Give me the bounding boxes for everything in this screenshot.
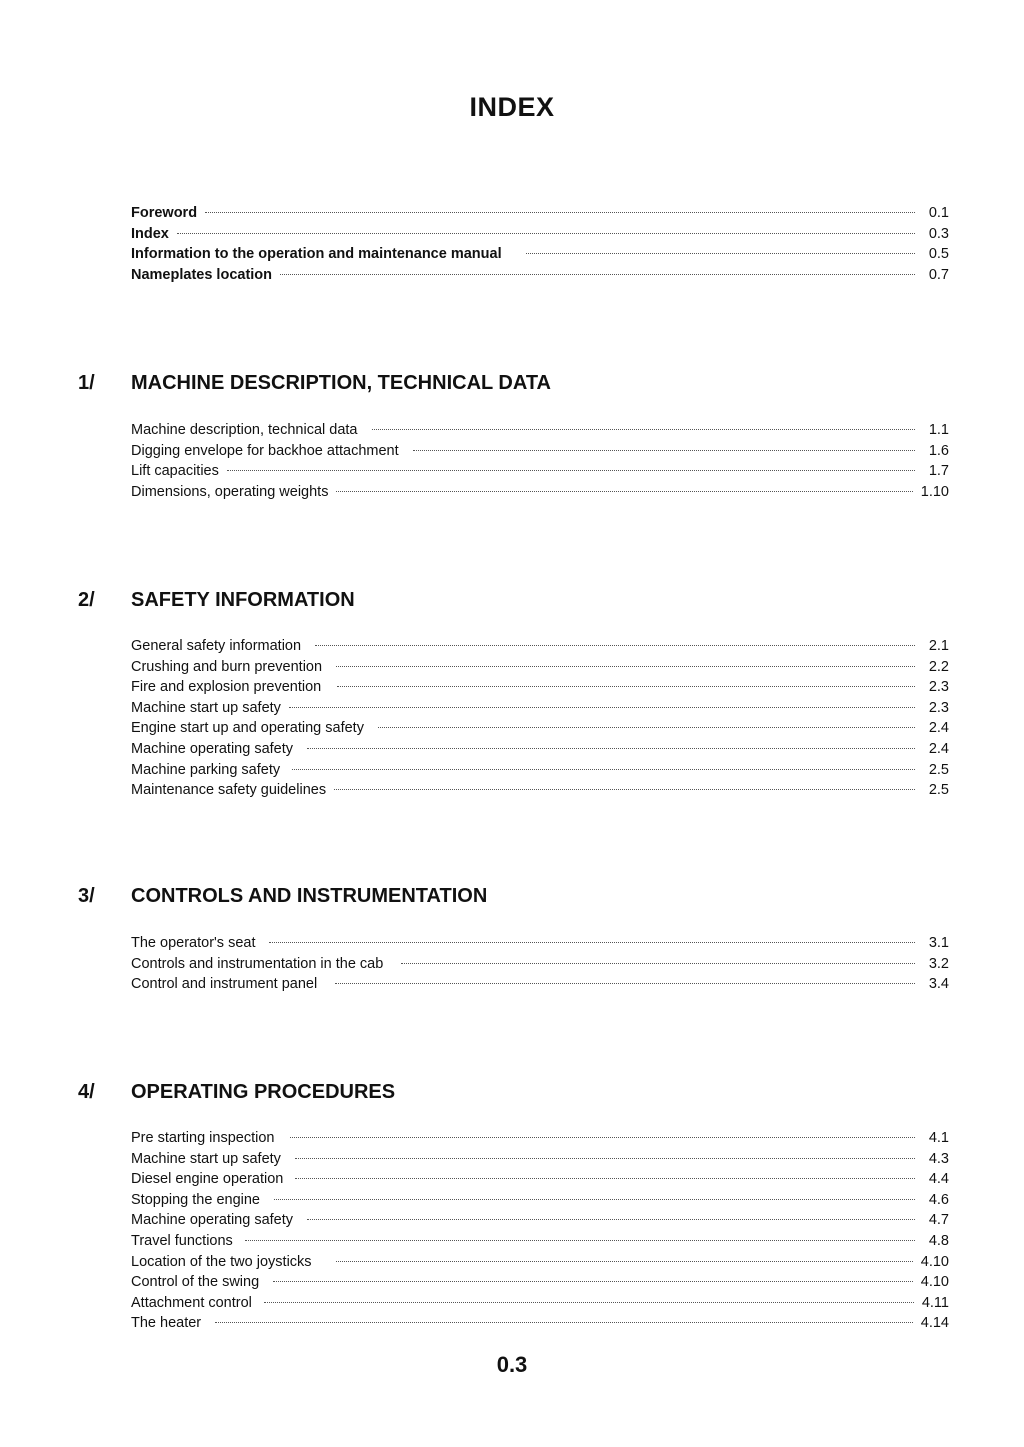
- toc-entry-label: General safety information: [131, 638, 302, 654]
- section-number: 2/: [78, 589, 95, 611]
- toc-entry-page: 2.4: [928, 720, 949, 737]
- toc-entry: [131, 698, 949, 719]
- dot-leader: [245, 1240, 915, 1241]
- section-number: 3/: [78, 885, 95, 907]
- dot-leader: [264, 1302, 914, 1303]
- toc-entry-label: Controls and instrumentation in the cab: [131, 955, 384, 972]
- toc-entry: [131, 636, 949, 657]
- dot-leader: [336, 491, 912, 492]
- toc-entry: [131, 718, 949, 739]
- toc-entry: [131, 1149, 949, 1170]
- toc-entry-label: Stopping the engine: [131, 1191, 260, 1208]
- toc-entry-page: 2.4: [928, 740, 949, 757]
- toc-entry-label: Machine parking safety: [131, 761, 281, 778]
- dot-leader: [295, 1178, 915, 1179]
- dot-leader: [401, 963, 915, 964]
- section-title: OPERATING PROCEDURES: [131, 1081, 396, 1103]
- toc-entry-label: Location of the two joysticks: [131, 1253, 312, 1270]
- toc-entry-page: 4.10: [920, 1274, 949, 1291]
- toc-entry-label: Attachment control: [131, 1294, 252, 1311]
- dot-leader: [292, 769, 915, 770]
- toc-entry-page: 0.1: [928, 205, 949, 221]
- toc-entry: [131, 482, 949, 503]
- dot-leader: [335, 983, 915, 984]
- section-heading: [78, 589, 978, 619]
- dot-leader: [215, 1322, 913, 1323]
- toc-entry-label: Travel functions: [131, 1232, 233, 1249]
- toc-entry-page: 2.5: [928, 761, 949, 778]
- toc-entry-label: Machine start up safety: [131, 699, 281, 716]
- toc-entry-label: Control and instrument panel: [131, 976, 318, 993]
- dot-leader: [372, 429, 916, 430]
- toc-entry-label: Fire and explosion prevention: [131, 679, 322, 696]
- toc-entry-label: Foreword: [131, 205, 198, 221]
- dot-leader: [295, 1158, 915, 1159]
- toc-entry-label: Machine operating safety: [131, 1212, 294, 1229]
- toc-entry: [131, 1169, 949, 1190]
- toc-entry: [131, 933, 949, 954]
- toc-entry: [131, 1210, 949, 1231]
- section-title: CONTROLS AND INSTRUMENTATION: [131, 885, 488, 907]
- section-number: 1/: [78, 372, 95, 394]
- toc-entry: [131, 224, 949, 245]
- toc-entry-label: Lift capacities: [131, 463, 219, 480]
- section-title: SAFETY INFORMATION: [131, 589, 355, 611]
- front-matter-list: [131, 203, 949, 285]
- dot-leader: [227, 470, 915, 471]
- toc-entry-label: Pre starting inspection: [131, 1130, 275, 1146]
- toc-entry: [131, 1190, 949, 1211]
- toc-entry-label: Crushing and burn prevention: [131, 658, 323, 675]
- toc-entry-page: 3.2: [928, 955, 949, 972]
- toc-entry: [131, 954, 949, 975]
- dot-leader: [334, 789, 915, 790]
- toc-entry-label: Diesel engine operation: [131, 1171, 284, 1188]
- toc-entry-page: 4.6: [928, 1191, 949, 1208]
- dot-leader: [205, 212, 915, 213]
- toc-entry-page: 2.3: [928, 699, 949, 716]
- toc-entry: [131, 1293, 949, 1314]
- section-entries: [131, 420, 949, 502]
- toc-entry-page: 3.1: [928, 935, 949, 951]
- dot-leader: [307, 1219, 915, 1220]
- toc-entry-label: Digging envelope for backhoe attachment: [131, 442, 399, 459]
- dot-leader: [378, 727, 915, 728]
- toc-entry-page: 4.11: [921, 1294, 949, 1311]
- dot-leader: [307, 748, 915, 749]
- toc-entry: [131, 760, 949, 781]
- toc-entry-page: 4.8: [928, 1232, 949, 1249]
- toc-entry-page: 3.4: [928, 976, 949, 993]
- toc-entry-label: Index: [131, 225, 169, 242]
- toc-entry-page: 4.3: [928, 1150, 949, 1167]
- toc-entry: [131, 780, 949, 801]
- dot-leader: [526, 253, 915, 254]
- toc-entry: [131, 1252, 949, 1273]
- section-entries: [131, 1128, 949, 1334]
- toc-entry: [131, 1231, 949, 1252]
- section-heading: [78, 885, 978, 915]
- toc-entry-label: The heater: [131, 1315, 202, 1332]
- toc-entry-label: Nameplates location: [131, 266, 273, 283]
- toc-entry-page: 2.2: [928, 658, 949, 675]
- dot-leader: [290, 1137, 915, 1138]
- dot-leader: [413, 450, 915, 451]
- toc-entry: [131, 461, 949, 482]
- toc-entry-page: 4.7: [928, 1212, 949, 1229]
- toc-entry-page: 4.14: [920, 1315, 949, 1332]
- toc-entry: [131, 420, 949, 441]
- dot-leader: [336, 1261, 913, 1262]
- toc-entry: [131, 739, 949, 760]
- toc-entry-label: Machine operating safety: [131, 740, 294, 757]
- dot-leader: [289, 707, 915, 708]
- dot-leader: [177, 233, 915, 234]
- toc-entry-label: Engine start up and operating safety: [131, 720, 364, 737]
- dot-leader: [280, 274, 915, 275]
- section-entries: [131, 636, 949, 801]
- section-entries: [131, 933, 949, 995]
- dot-leader: [336, 666, 915, 667]
- toc-entry-label: Machine start up safety: [131, 1150, 281, 1167]
- section-title: MACHINE DESCRIPTION, TECHNICAL DATA: [131, 372, 551, 394]
- toc-entry: [131, 1128, 949, 1149]
- section-heading: [78, 372, 978, 402]
- toc-entry-page: 2.5: [928, 782, 949, 799]
- toc-entry: [131, 1272, 949, 1293]
- toc-entry-page: 4.1: [928, 1130, 949, 1146]
- toc-entry: [131, 657, 949, 678]
- toc-entry-page: 4.10: [920, 1253, 949, 1270]
- page-number: 0.3: [496, 1352, 528, 1377]
- page-title: INDEX: [469, 92, 555, 122]
- toc-entry-page: 0.5: [928, 246, 949, 263]
- toc-entry-label: The operator's seat: [131, 935, 256, 951]
- toc-entry: [131, 1313, 949, 1334]
- toc-entry-page: 1.10: [920, 483, 949, 500]
- dot-leader: [273, 1281, 913, 1282]
- dot-leader: [274, 1199, 915, 1200]
- section-number: 4/: [78, 1081, 95, 1103]
- toc-entry-page: 2.1: [928, 638, 949, 654]
- toc-entry-page: 0.3: [928, 225, 949, 242]
- toc-entry: [131, 244, 949, 265]
- toc-entry: [131, 441, 949, 462]
- toc-entry: [131, 265, 949, 286]
- toc-entry-label: Control of the swing: [131, 1274, 260, 1291]
- toc-entry-label: Information to the operation and maintenance manual: [131, 246, 502, 263]
- toc-entry-page: 0.7: [928, 266, 949, 283]
- toc-entry: [131, 203, 949, 224]
- toc-entry-label: Dimensions, operating weights: [131, 483, 329, 500]
- toc-entry-label: Machine description, technical data: [131, 422, 358, 438]
- toc-entry-page: 4.4: [928, 1171, 949, 1188]
- toc-entry: [131, 677, 949, 698]
- toc-entry-label: Maintenance safety guidelines: [131, 782, 327, 799]
- toc-entry-page: 1.6: [928, 442, 949, 459]
- toc-entry-page: 2.3: [928, 679, 949, 696]
- toc-entry-page: 1.1: [928, 422, 949, 438]
- dot-leader: [337, 686, 915, 687]
- toc-entry: [131, 974, 949, 995]
- toc-entry-page: 1.7: [928, 463, 949, 480]
- section-heading: [78, 1081, 978, 1111]
- dot-leader: [315, 645, 915, 646]
- dot-leader: [269, 942, 915, 943]
